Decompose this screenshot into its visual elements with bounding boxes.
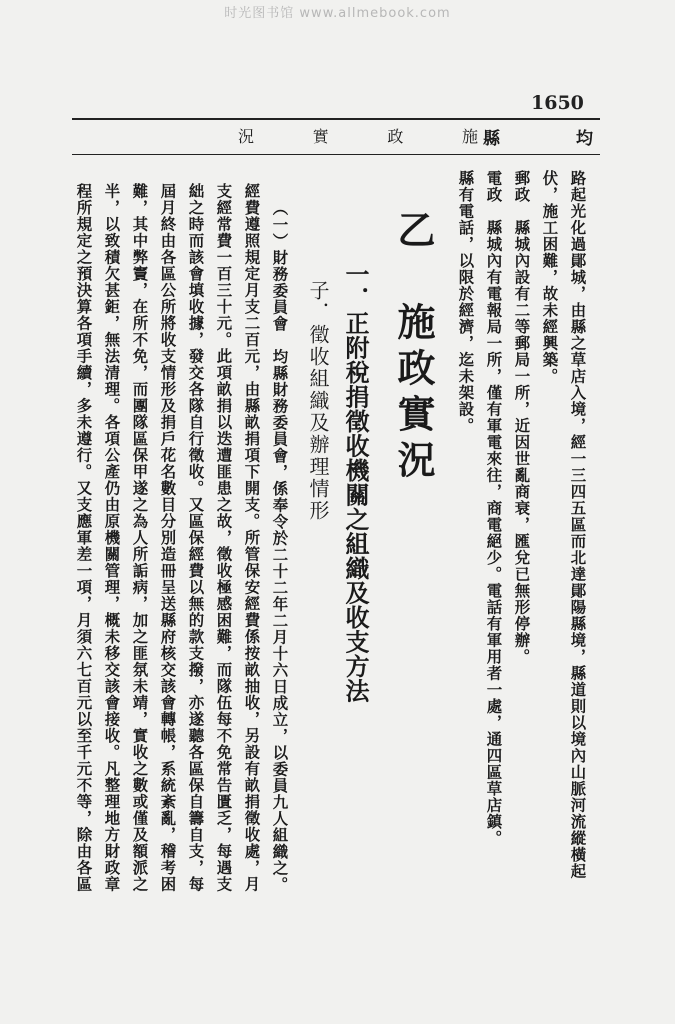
header-char: 政 [387, 127, 404, 146]
header-char: 施 [461, 127, 478, 146]
text-column: 難，其中弊竇，在所不免，而團隊區保甲遂之為人所詬病，加之匪氛未靖，實收之數或僅及額派之 [130, 183, 149, 893]
text-column: 縣有電話，以限於經濟，迄未架設。 [456, 170, 475, 434]
text-column: 郵政 縣城內設有二等郵局一所，近因世亂商衰，匯兌已無形停辦。 [512, 170, 531, 665]
header-rule-top [72, 118, 600, 120]
text-column: 屆月終由各區公所將收支情形及捐戶花名數目分別造冊呈送縣府核交該會轉帳，系統紊亂，稽考困 [158, 183, 177, 893]
text-column: 路起光化過鄖城，由縣之草店入境，經一三四五區而北達鄖陽縣境，縣道則以境內山脈河流縱橫起 [568, 170, 587, 880]
header-char: 實 [312, 127, 329, 146]
watermark: 时光图书馆 www.allmebook.com [224, 6, 451, 21]
text-column: 經費遵照規定月支二百元，由縣畝捐項下開支。所管保安經費係按畝抽收，另設有畝捐徵收處，月 [242, 183, 261, 893]
text-column: 電政 縣城內有電報局一所，僅有軍電來往，商電絕少。電話有軍用者一處，通四區草店鎮。 [484, 170, 503, 847]
header-char: 均 [576, 129, 593, 149]
text-column: 絀之時而該會填收據，發交各隊自行徵收。又區保經費以無的款支撥，亦遂聽各區保自籌自支，每 [186, 183, 205, 893]
page-number: 1650 [531, 92, 584, 114]
section-title: 乙 施政實況 [391, 210, 436, 486]
text-column: 伏，施工困難，故未經興築。 [540, 170, 559, 385]
text-column: 半，以致積欠甚鉅，無法清理。各項公產仍由原機關管理，概未移交該會接收。凡整理地方財政章 [102, 183, 121, 893]
running-header-county [483, 124, 593, 149]
running-header-section [238, 124, 478, 147]
text-column: 支經常費一百三十元。此項畝捐以迭遭匪患之故，徵收極感困難，而隊伍每不免常告匱乏，每遇支 [214, 183, 233, 893]
text-column: 程所規定之預決算各項手續，多未遵行。又支應軍差一項，月須六七百元以至千元不等，除由各區 [74, 183, 93, 893]
header-rule-bottom [72, 154, 600, 155]
heading-level-1: 一．正附稅捐徵收機關之組織及收支方法 [341, 262, 370, 703]
heading-level-2: 子．徵收組織及辦理情形 [306, 280, 330, 522]
header-char: 縣 [483, 129, 500, 149]
header-char: 況 [238, 127, 255, 146]
text-column: （一）財務委員會 均縣財務委員會，係奉令於二十二年二月十六日成立，以委員九人組織之。 [270, 200, 289, 893]
